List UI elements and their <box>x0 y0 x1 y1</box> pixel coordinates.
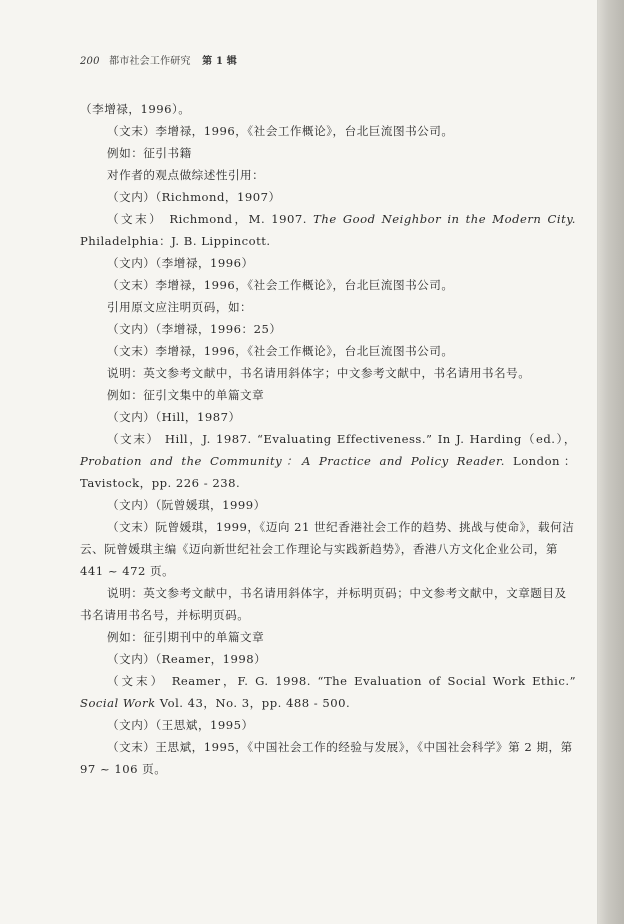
reference-text: （文末） Reamer，F. G. 1998. “The Evaluation of Social Work Ethic.” <box>107 674 576 688</box>
citation-in-text: （文内）（Reamer，1998） <box>107 652 267 666</box>
citation-in-text: （文内）（Hill，1987） <box>107 410 241 424</box>
book-title-italic: The Good Neighbor in the Modern City. <box>313 212 576 226</box>
citation-in-text: （文内）（王思斌，1995） <box>107 718 254 732</box>
example-heading: 例如：征引书籍 <box>107 146 192 160</box>
reference-end: （文末）李增禄，1996，《社会工作概论》，台北巨流图书公司。 <box>107 278 454 292</box>
text-line: （李增禄，1996）。 <box>80 102 191 116</box>
note-paragraph: 说明：英文参考文献中，书名请用斜体字；中文参考文献中，书名请用书名号。 <box>107 366 531 380</box>
reference-end <box>80 428 576 494</box>
example-heading: 例如：征引期刊中的单篇文章 <box>107 630 265 644</box>
reference-text: Philadelphia：J. B. Lippincott. <box>80 234 271 248</box>
reference-text: Vol. 43，No. 3，pp. 488 - 500. <box>155 696 351 710</box>
citation-in-text: （文内）（李增禄，1996） <box>107 256 254 270</box>
reference-end <box>80 670 576 714</box>
citation-in-text: （文内）（Richmond，1907） <box>107 190 281 204</box>
page-edge <box>598 0 624 924</box>
volume-label: 第 1 辑 <box>202 56 237 67</box>
reference-text: （文末） Hill，J. 1987. “Evaluating Effectiveness.” In J. Harding（ed.）， <box>107 432 576 446</box>
page-number: 200 <box>80 56 100 67</box>
citation-in-text: （文内）（李增禄，1996：25） <box>107 322 282 336</box>
book-title: 都市社会工作研究 <box>109 56 191 67</box>
reference-end: （文末）王思斌，1995，《中国社会工作的经验与发展》，《中国社会科学》第 2 期，第 97 ~ 106 页。 <box>80 740 573 776</box>
journal-title-italic: Social Work <box>80 696 156 710</box>
instruction-line: 对作者的观点做综述性引用： <box>107 168 265 182</box>
instruction-line: 引用原文应注明页码，如： <box>107 300 253 314</box>
reference-end: （文末）阮曾媛琪，1999，《迈向 21 世纪香港社会工作的趋势、挑战与使命》，载何洁云、阮曾媛琪主编《迈向新世纪社会工作理论与实践新趋势》，香港八方文化企业公司，第 441 ~ 472 页。 <box>80 520 575 578</box>
reference-end: （文末）李增禄，1996，《社会工作概论》，台北巨流图书公司。 <box>107 344 454 358</box>
reference-end <box>80 208 576 252</box>
reference-end: （文末）李增禄，1996，《社会工作概论》，台北巨流图书公司。 <box>107 124 454 138</box>
reference-text: London：Tavistock，pp. 226 - 238. <box>80 454 576 490</box>
reference-text: （文末） Richmond，M. 1907. <box>107 212 314 226</box>
note-paragraph: 说明：英文参考文献中，书名请用斜体字，并标明页码；中文参考文献中，文章题目及书名请用书名号，并标明页码。 <box>80 586 567 622</box>
example-heading: 例如：征引文集中的单篇文章 <box>107 388 265 402</box>
body-text <box>80 98 576 780</box>
citation-in-text: （文内）（阮曾媛琪，1999） <box>107 498 266 512</box>
running-header <box>80 52 237 67</box>
book-title-italic: Probation and the Community：A Practice and Policy Reader. <box>80 454 505 468</box>
